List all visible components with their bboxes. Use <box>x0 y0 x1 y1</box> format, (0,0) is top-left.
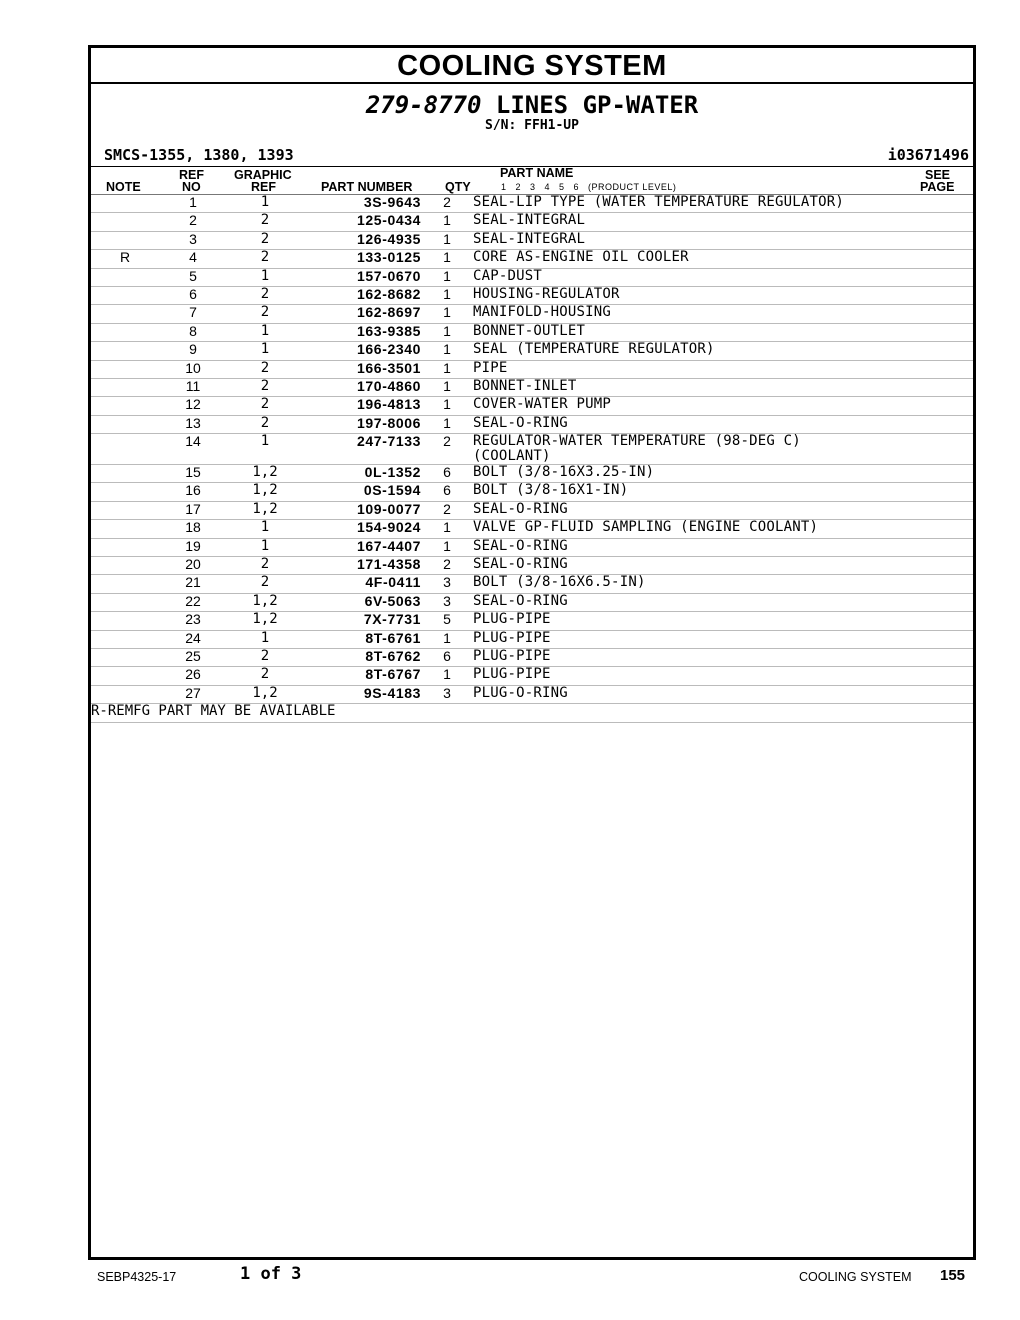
part-quantity: 2 <box>421 434 473 465</box>
part-graphic-ref: 1,2 <box>227 612 303 630</box>
table-row <box>91 415 973 433</box>
part-see-page <box>911 575 973 593</box>
table-row <box>91 434 973 465</box>
part-see-page <box>911 630 973 648</box>
part-name: BOLT (3/8-16X1-IN) <box>473 483 911 501</box>
part-number: 167-4407 <box>303 538 421 556</box>
part-name: HOUSING-REGULATOR <box>473 286 911 304</box>
part-quantity: 1 <box>421 415 473 433</box>
part-ref-number: 10 <box>159 360 227 378</box>
part-quantity: 6 <box>421 648 473 666</box>
part-number: 7X-7731 <box>303 612 421 630</box>
table-row <box>91 667 973 685</box>
part-ref-number: 18 <box>159 520 227 538</box>
part-name: SEAL-O-RING <box>473 593 911 611</box>
part-number: 197-8006 <box>303 415 421 433</box>
part-number: 8T-6761 <box>303 630 421 648</box>
part-note <box>91 397 159 415</box>
header-qty: QTY <box>445 180 471 194</box>
part-number: 6V-5063 <box>303 593 421 611</box>
part-note <box>91 323 159 341</box>
part-graphic-ref: 2 <box>227 231 303 249</box>
part-note <box>91 630 159 648</box>
part-graphic-ref: 1 <box>227 323 303 341</box>
part-number: 166-2340 <box>303 342 421 360</box>
part-quantity: 1 <box>421 231 473 249</box>
part-graphic-ref: 2 <box>227 667 303 685</box>
part-see-page <box>911 593 973 611</box>
table-row <box>91 305 973 323</box>
part-number: 170-4860 <box>303 378 421 396</box>
parts-table <box>91 195 973 723</box>
part-number: 0L-1352 <box>303 465 421 483</box>
part-note <box>91 195 159 213</box>
part-note <box>91 483 159 501</box>
part-graphic-ref: 2 <box>227 286 303 304</box>
part-see-page <box>911 305 973 323</box>
part-see-page <box>911 465 973 483</box>
part-note <box>91 268 159 286</box>
part-ref-number: 21 <box>159 575 227 593</box>
part-number: 166-3501 <box>303 360 421 378</box>
part-note <box>91 342 159 360</box>
part-name: CORE AS-ENGINE OIL COOLER <box>473 250 911 268</box>
part-quantity: 1 <box>421 360 473 378</box>
part-ref-number: 24 <box>159 630 227 648</box>
part-ref-number: 26 <box>159 667 227 685</box>
part-graphic-ref: 1 <box>227 538 303 556</box>
table-row <box>91 630 973 648</box>
part-graphic-ref: 2 <box>227 213 303 231</box>
part-number: 3S-9643 <box>303 195 421 213</box>
smcs-codes: SMCS-1355, 1380, 1393 <box>104 146 294 164</box>
part-number: 133-0125 <box>303 250 421 268</box>
part-see-page <box>911 286 973 304</box>
part-ref-number: 16 <box>159 483 227 501</box>
part-name: CAP-DUST <box>473 268 911 286</box>
part-ref-number: 1 <box>159 195 227 213</box>
part-note <box>91 434 159 465</box>
part-number: 162-8682 <box>303 286 421 304</box>
part-note <box>91 286 159 304</box>
part-graphic-ref: 1,2 <box>227 685 303 703</box>
part-graphic-ref: 1,2 <box>227 465 303 483</box>
part-quantity: 3 <box>421 685 473 703</box>
table-row <box>91 378 973 396</box>
part-note <box>91 593 159 611</box>
part-note <box>91 667 159 685</box>
part-graphic-ref: 2 <box>227 575 303 593</box>
part-quantity: 3 <box>421 593 473 611</box>
part-name: BOLT (3/8-16X6.5-IN) <box>473 575 911 593</box>
part-ref-number: 27 <box>159 685 227 703</box>
part-note <box>91 465 159 483</box>
part-note <box>91 305 159 323</box>
part-see-page <box>911 483 973 501</box>
serial-number: S/N: FFH1-UP <box>485 118 579 133</box>
part-note <box>91 538 159 556</box>
table-row <box>91 268 973 286</box>
part-note <box>91 415 159 433</box>
part-note <box>91 213 159 231</box>
page-footer <box>0 1264 1020 1288</box>
part-see-page <box>911 434 973 465</box>
part-note <box>91 612 159 630</box>
part-graphic-ref: 1 <box>227 630 303 648</box>
part-ref-number: 4 <box>159 250 227 268</box>
part-number: 125-0434 <box>303 213 421 231</box>
part-name: BOLT (3/8-16X3.25-IN) <box>473 465 911 483</box>
part-note: R <box>91 250 159 268</box>
table-row <box>91 520 973 538</box>
part-name: SEAL-O-RING <box>473 415 911 433</box>
part-quantity: 1 <box>421 378 473 396</box>
parts-table-body <box>91 195 973 704</box>
part-name: SEAL (TEMPERATURE REGULATOR) <box>473 342 911 360</box>
part-number: 162-8697 <box>303 305 421 323</box>
part-see-page <box>911 195 973 213</box>
table-row <box>91 538 973 556</box>
table-row <box>91 286 973 304</box>
part-number: 8T-6762 <box>303 648 421 666</box>
part-ref-number: 2 <box>159 213 227 231</box>
part-number: 4F-0411 <box>303 575 421 593</box>
part-number: 154-9024 <box>303 520 421 538</box>
part-graphic-ref: 2 <box>227 415 303 433</box>
part-number: 247-7133 <box>303 434 421 465</box>
header-graphic-top: GRAPHIC <box>234 168 292 182</box>
part-quantity: 1 <box>421 213 473 231</box>
table-row <box>91 397 973 415</box>
part-name: PLUG-PIPE <box>473 630 911 648</box>
part-number: 163-9385 <box>303 323 421 341</box>
part-quantity: 1 <box>421 538 473 556</box>
part-name: PLUG-PIPE <box>473 612 911 630</box>
part-ref-number: 25 <box>159 648 227 666</box>
header-graphic-bottom: REF <box>251 180 276 194</box>
part-number: 171-4358 <box>303 557 421 575</box>
part-see-page <box>911 213 973 231</box>
part-name: PLUG-PIPE <box>473 667 911 685</box>
part-note <box>91 557 159 575</box>
part-see-page <box>911 538 973 556</box>
table-row <box>91 465 973 483</box>
part-graphic-ref: 2 <box>227 648 303 666</box>
header-see-top: SEE <box>925 168 951 182</box>
part-graphic-ref: 2 <box>227 557 303 575</box>
table-row <box>91 213 973 231</box>
part-graphic-ref: 1,2 <box>227 593 303 611</box>
part-ref-number: 8 <box>159 323 227 341</box>
smcs-row <box>91 144 973 166</box>
table-row <box>91 342 973 360</box>
part-name: BONNET-OUTLET <box>473 323 911 341</box>
part-name: SEAL-O-RING <box>473 557 911 575</box>
group-part-number: 279-8770 <box>365 91 482 119</box>
part-quantity: 1 <box>421 520 473 538</box>
part-quantity: 2 <box>421 557 473 575</box>
part-see-page <box>911 667 973 685</box>
part-note <box>91 520 159 538</box>
part-ref-number: 22 <box>159 593 227 611</box>
part-name: SEAL-O-RING <box>473 501 911 519</box>
part-ref-number: 6 <box>159 286 227 304</box>
table-row <box>91 575 973 593</box>
part-graphic-ref: 1,2 <box>227 483 303 501</box>
header-see-bottom: PAGE <box>920 180 955 194</box>
table-row <box>91 323 973 341</box>
part-quantity: 1 <box>421 286 473 304</box>
footer-section: COOLING SYSTEM <box>799 1270 912 1284</box>
part-quantity: 1 <box>421 342 473 360</box>
part-name: SEAL-INTEGRAL <box>473 213 911 231</box>
part-note <box>91 231 159 249</box>
header-ref-bottom: NO <box>182 180 201 194</box>
footer-doc-id: SEBP4325-17 <box>97 1270 177 1284</box>
part-see-page <box>911 612 973 630</box>
part-graphic-ref: 1 <box>227 268 303 286</box>
footnote-row <box>91 704 973 722</box>
part-see-page <box>911 360 973 378</box>
footer-page-number: 155 <box>940 1267 966 1284</box>
part-quantity: 6 <box>421 483 473 501</box>
part-quantity: 1 <box>421 268 473 286</box>
part-quantity: 2 <box>421 501 473 519</box>
header-ref-top: REF <box>179 168 204 182</box>
header-product-levels: 1 2 3 4 5 6 (PRODUCT LEVEL) <box>501 182 677 192</box>
part-name: REGULATOR-WATER TEMPERATURE (98-DEG C) (COOLANT) <box>473 434 911 465</box>
part-number: 157-0670 <box>303 268 421 286</box>
part-number: 196-4813 <box>303 397 421 415</box>
part-name: PLUG-PIPE <box>473 648 911 666</box>
table-row <box>91 195 973 213</box>
part-name: MANIFOLD-HOUSING <box>473 305 911 323</box>
table-row <box>91 648 973 666</box>
illustration-id: i03671496 <box>887 146 969 164</box>
part-ref-number: 11 <box>159 378 227 396</box>
part-note <box>91 575 159 593</box>
part-graphic-ref: 1,2 <box>227 501 303 519</box>
table-row <box>91 483 973 501</box>
table-row <box>91 612 973 630</box>
part-see-page <box>911 231 973 249</box>
part-graphic-ref: 2 <box>227 397 303 415</box>
part-name: PLUG-O-RING <box>473 685 911 703</box>
part-note <box>91 378 159 396</box>
part-graphic-ref: 1 <box>227 520 303 538</box>
part-see-page <box>911 378 973 396</box>
table-row <box>91 593 973 611</box>
part-see-page <box>911 250 973 268</box>
part-ref-number: 14 <box>159 434 227 465</box>
parts-page-frame <box>88 45 976 1260</box>
part-see-page <box>911 268 973 286</box>
table-row <box>91 685 973 703</box>
part-number: 8T-6767 <box>303 667 421 685</box>
part-see-page <box>911 323 973 341</box>
part-ref-number: 7 <box>159 305 227 323</box>
group-name: LINES GP-WATER <box>495 91 699 119</box>
table-row <box>91 231 973 249</box>
part-name: SEAL-LIP TYPE (WATER TEMPERATURE REGULATOR) <box>473 195 911 213</box>
header-part-name: PART NAME <box>500 166 574 180</box>
part-number: 126-4935 <box>303 231 421 249</box>
part-see-page <box>911 685 973 703</box>
table-row <box>91 250 973 268</box>
part-ref-number: 17 <box>159 501 227 519</box>
part-graphic-ref: 1 <box>227 195 303 213</box>
part-see-page <box>911 557 973 575</box>
part-note <box>91 501 159 519</box>
footer-page-of: 1 of 3 <box>240 1264 302 1284</box>
part-name: PIPE <box>473 360 911 378</box>
table-row <box>91 557 973 575</box>
part-number: 109-0077 <box>303 501 421 519</box>
part-quantity: 2 <box>421 195 473 213</box>
part-quantity: 1 <box>421 397 473 415</box>
part-graphic-ref: 2 <box>227 360 303 378</box>
table-header <box>91 166 973 195</box>
part-ref-number: 13 <box>159 415 227 433</box>
part-name: BONNET-INLET <box>473 378 911 396</box>
part-graphic-ref: 1 <box>227 434 303 465</box>
part-graphic-ref: 2 <box>227 305 303 323</box>
part-quantity: 1 <box>421 305 473 323</box>
part-see-page <box>911 648 973 666</box>
group-title <box>91 92 973 118</box>
part-graphic-ref: 2 <box>227 250 303 268</box>
part-ref-number: 3 <box>159 231 227 249</box>
part-name: COVER-WATER PUMP <box>473 397 911 415</box>
part-ref-number: 23 <box>159 612 227 630</box>
part-graphic-ref: 2 <box>227 378 303 396</box>
part-note <box>91 360 159 378</box>
part-note <box>91 648 159 666</box>
table-row <box>91 501 973 519</box>
part-number: 9S-4183 <box>303 685 421 703</box>
part-ref-number: 15 <box>159 465 227 483</box>
part-quantity: 1 <box>421 630 473 648</box>
header-note: NOTE <box>106 180 141 194</box>
part-quantity: 5 <box>421 612 473 630</box>
part-ref-number: 19 <box>159 538 227 556</box>
part-quantity: 6 <box>421 465 473 483</box>
part-quantity: 1 <box>421 667 473 685</box>
part-ref-number: 12 <box>159 397 227 415</box>
part-note <box>91 685 159 703</box>
part-ref-number: 20 <box>159 557 227 575</box>
part-quantity: 3 <box>421 575 473 593</box>
part-graphic-ref: 1 <box>227 342 303 360</box>
part-quantity: 1 <box>421 250 473 268</box>
header-part-number: PART NUMBER <box>321 180 413 194</box>
part-ref-number: 5 <box>159 268 227 286</box>
part-number: 0S-1594 <box>303 483 421 501</box>
part-name: SEAL-O-RING <box>473 538 911 556</box>
part-see-page <box>911 501 973 519</box>
part-name: VALVE GP-FLUID SAMPLING (ENGINE COOLANT) <box>473 520 911 538</box>
part-see-page <box>911 415 973 433</box>
part-name: SEAL-INTEGRAL <box>473 231 911 249</box>
part-see-page <box>911 397 973 415</box>
part-quantity: 1 <box>421 323 473 341</box>
table-row <box>91 360 973 378</box>
part-ref-number: 9 <box>159 342 227 360</box>
part-see-page <box>911 520 973 538</box>
footnote: R-REMFG PART MAY BE AVAILABLE <box>91 704 973 722</box>
section-title: COOLING SYSTEM <box>91 48 973 84</box>
part-see-page <box>911 342 973 360</box>
